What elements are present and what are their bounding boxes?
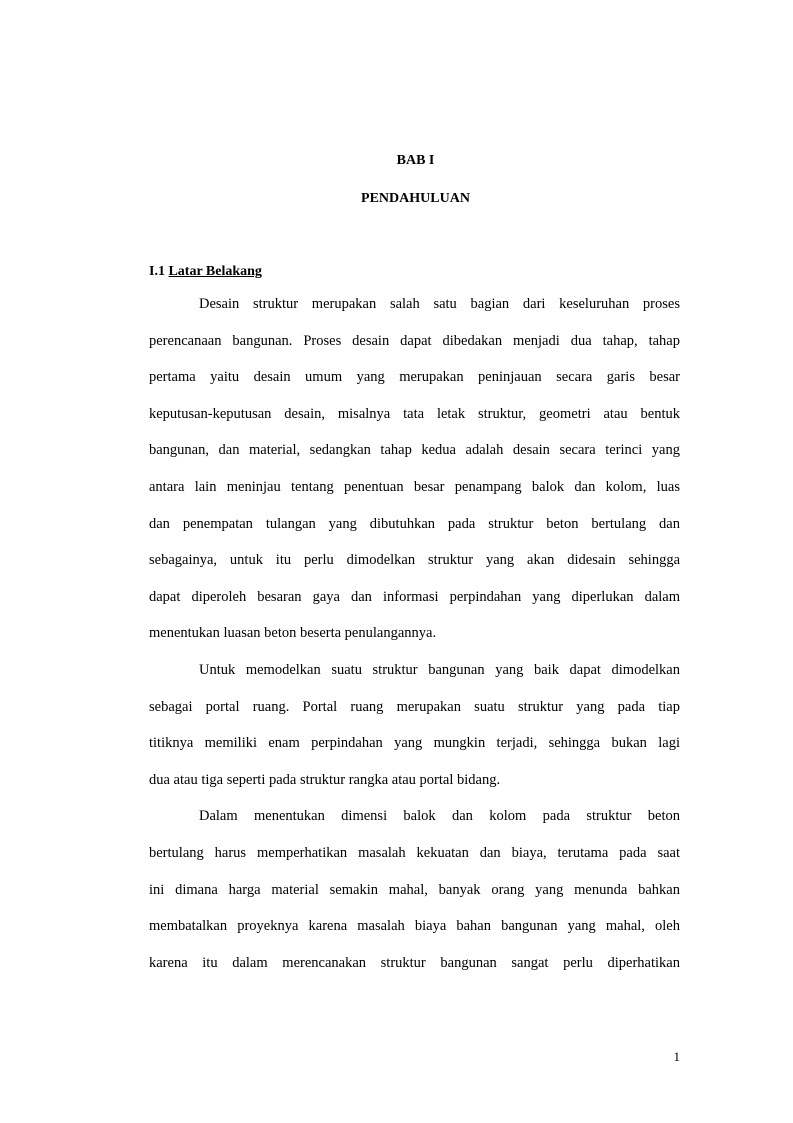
paragraph-1-line-4: keputusan-keputusan desain, misalnya tata letak struktur, geometri atau bentuk	[149, 405, 680, 422]
paragraph-1-line-2: perencanaan bangunan. Proses desain dapat dibedakan menjadi dua tahap, tahap	[149, 332, 680, 349]
chapter-number: BAB I	[396, 153, 435, 168]
page-number: 1	[673, 1049, 680, 1064]
paragraph-1-line-3: pertama yaitu desain umum yang merupakan peninjauan secara garis besar	[149, 369, 680, 386]
paragraph-1-line-5: bangunan, dan material, sedangkan tahap kedua adalah desain secara terinci yang	[149, 442, 680, 459]
paragraph-1-line-10: menentukan luasan beton beserta penulangannya.	[149, 625, 437, 642]
paragraph-3-line-2: bertulang harus memperhatikan masalah kekuatan dan biaya, terutama pada saat	[149, 844, 680, 861]
section-title: Latar Belakang	[168, 264, 262, 279]
paragraph-2-line-4: dua atau tiga seperti pada struktur rangka atau portal bidang.	[149, 771, 501, 788]
paragraph-3-line-5: karena itu dalam merencanakan struktur bangunan sangat perlu diperhatikan	[149, 954, 680, 971]
paragraph-1-line-9: dapat diperoleh besaran gaya dan informasi perpindahan yang diperlukan dalam	[149, 588, 680, 605]
section-number: I.1	[149, 264, 165, 279]
paragraph-2-line-3: titiknya memiliki enam perpindahan yang mungkin terjadi, sehingga bukan lagi	[149, 735, 680, 752]
section-heading	[149, 263, 262, 281]
paragraph-3-line-3: ini dimana harga material semakin mahal, banyak orang yang menunda bahkan	[149, 881, 680, 898]
paragraph-3-line-1: Dalam menentukan dimensi balok dan kolom pada struktur beton	[199, 808, 680, 825]
paragraph-1-line-7: dan penempatan tulangan yang dibutuhkan pada struktur beton bertulang dan	[149, 515, 680, 532]
paragraph-1-line-1: Desain struktur merupakan salah satu bagian dari keseluruhan proses	[199, 296, 680, 312]
paragraph-1-line-8: sebagainya, untuk itu perlu dimodelkan struktur yang akan didesain sehingga	[149, 552, 680, 569]
paragraph-2-line-1: Untuk memodelkan suatu struktur bangunan yang baik dapat dimodelkan	[199, 661, 680, 678]
body-text	[149, 293, 680, 988]
paragraph-1-line-6: antara lain meninjau tentang penentuan besar penampang balok dan kolom, luas	[149, 478, 680, 495]
paragraph-2-line-2: sebagai portal ruang. Portal ruang merupakan suatu struktur yang pada tiap	[149, 698, 680, 715]
paragraph-3-line-4: membatalkan proyeknya karena masalah biaya bahan bangunan yang mahal, oleh	[149, 918, 680, 935]
chapter-title: PENDAHULUAN	[361, 191, 470, 206]
